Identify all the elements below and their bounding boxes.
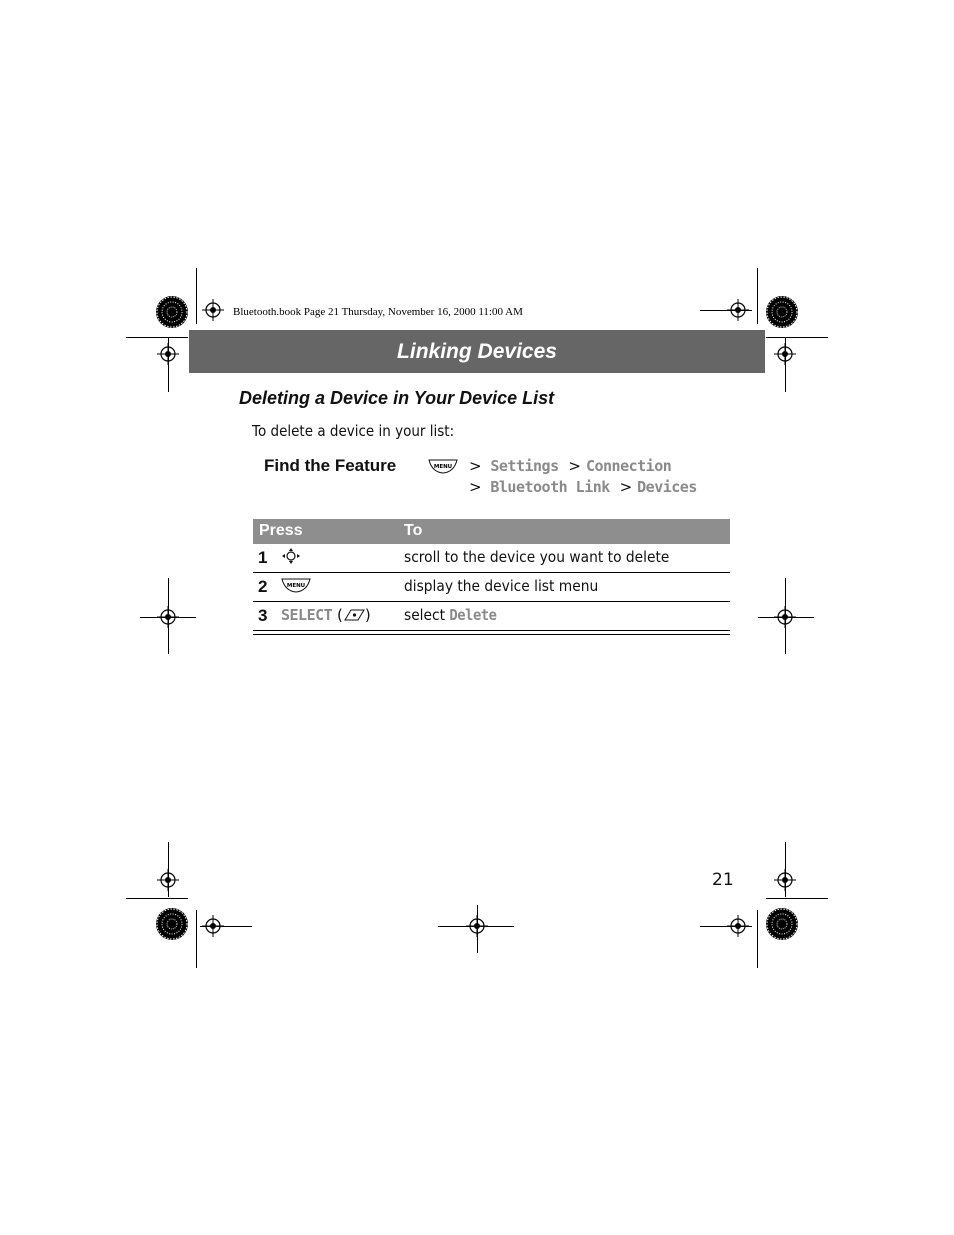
feature-path-line-2 xyxy=(469,478,697,496)
row-description: scroll to the device you want to delete xyxy=(404,548,670,566)
svg-text:MENU: MENU xyxy=(286,583,306,589)
paren-open: ( xyxy=(336,606,343,624)
table-row xyxy=(253,544,730,573)
svg-text:MENU: MENU xyxy=(433,464,453,470)
chapter-title: Linking Devices xyxy=(397,340,557,363)
right-soft-key-icon xyxy=(343,608,365,622)
menu-item-settings: Settings xyxy=(490,457,559,475)
menu-key-icon xyxy=(281,578,311,597)
menu-item-connection: Connection xyxy=(585,457,672,475)
section-title: Deleting a Device in Your Device List xyxy=(239,388,555,408)
table-end-rule xyxy=(253,631,730,635)
row-description-prefix: select xyxy=(404,606,446,624)
path-separator: > xyxy=(619,478,633,496)
instruction-table xyxy=(253,519,730,635)
find-feature-label: Find the Feature xyxy=(264,456,397,475)
press-select xyxy=(281,606,371,624)
select-soft-key-label: SELECT xyxy=(281,606,333,624)
header-press: Press xyxy=(259,522,303,539)
table-row xyxy=(253,602,730,631)
menu-item-bluetooth-link: Bluetooth Link xyxy=(490,478,610,496)
feature-path-line-1 xyxy=(469,457,671,475)
step-number: 1 xyxy=(258,548,268,567)
path-separator: > xyxy=(469,457,482,475)
menu-key-icon xyxy=(428,459,458,474)
paren-close: ) xyxy=(364,606,371,624)
nav-key-icon xyxy=(281,549,301,571)
table-row xyxy=(253,573,730,602)
print-header: Bluetooth.book Page 21 Thursday, November 16, 2000 11:00 AM xyxy=(233,306,523,318)
path-separator: > xyxy=(469,478,482,496)
intro-text: To delete a device in your list: xyxy=(252,422,455,440)
table-header xyxy=(253,519,730,544)
page-number: 21 xyxy=(712,870,734,890)
path-separator: > xyxy=(568,457,581,475)
step-number: 3 xyxy=(258,606,268,625)
row-description: display the device list menu xyxy=(404,577,599,595)
chapter-bar xyxy=(189,330,765,373)
menu-item-delete: Delete xyxy=(449,606,497,624)
menu-item-devices: Devices xyxy=(637,478,697,496)
header-to: To xyxy=(404,522,423,539)
row-description xyxy=(404,606,497,624)
step-number: 2 xyxy=(258,577,268,596)
